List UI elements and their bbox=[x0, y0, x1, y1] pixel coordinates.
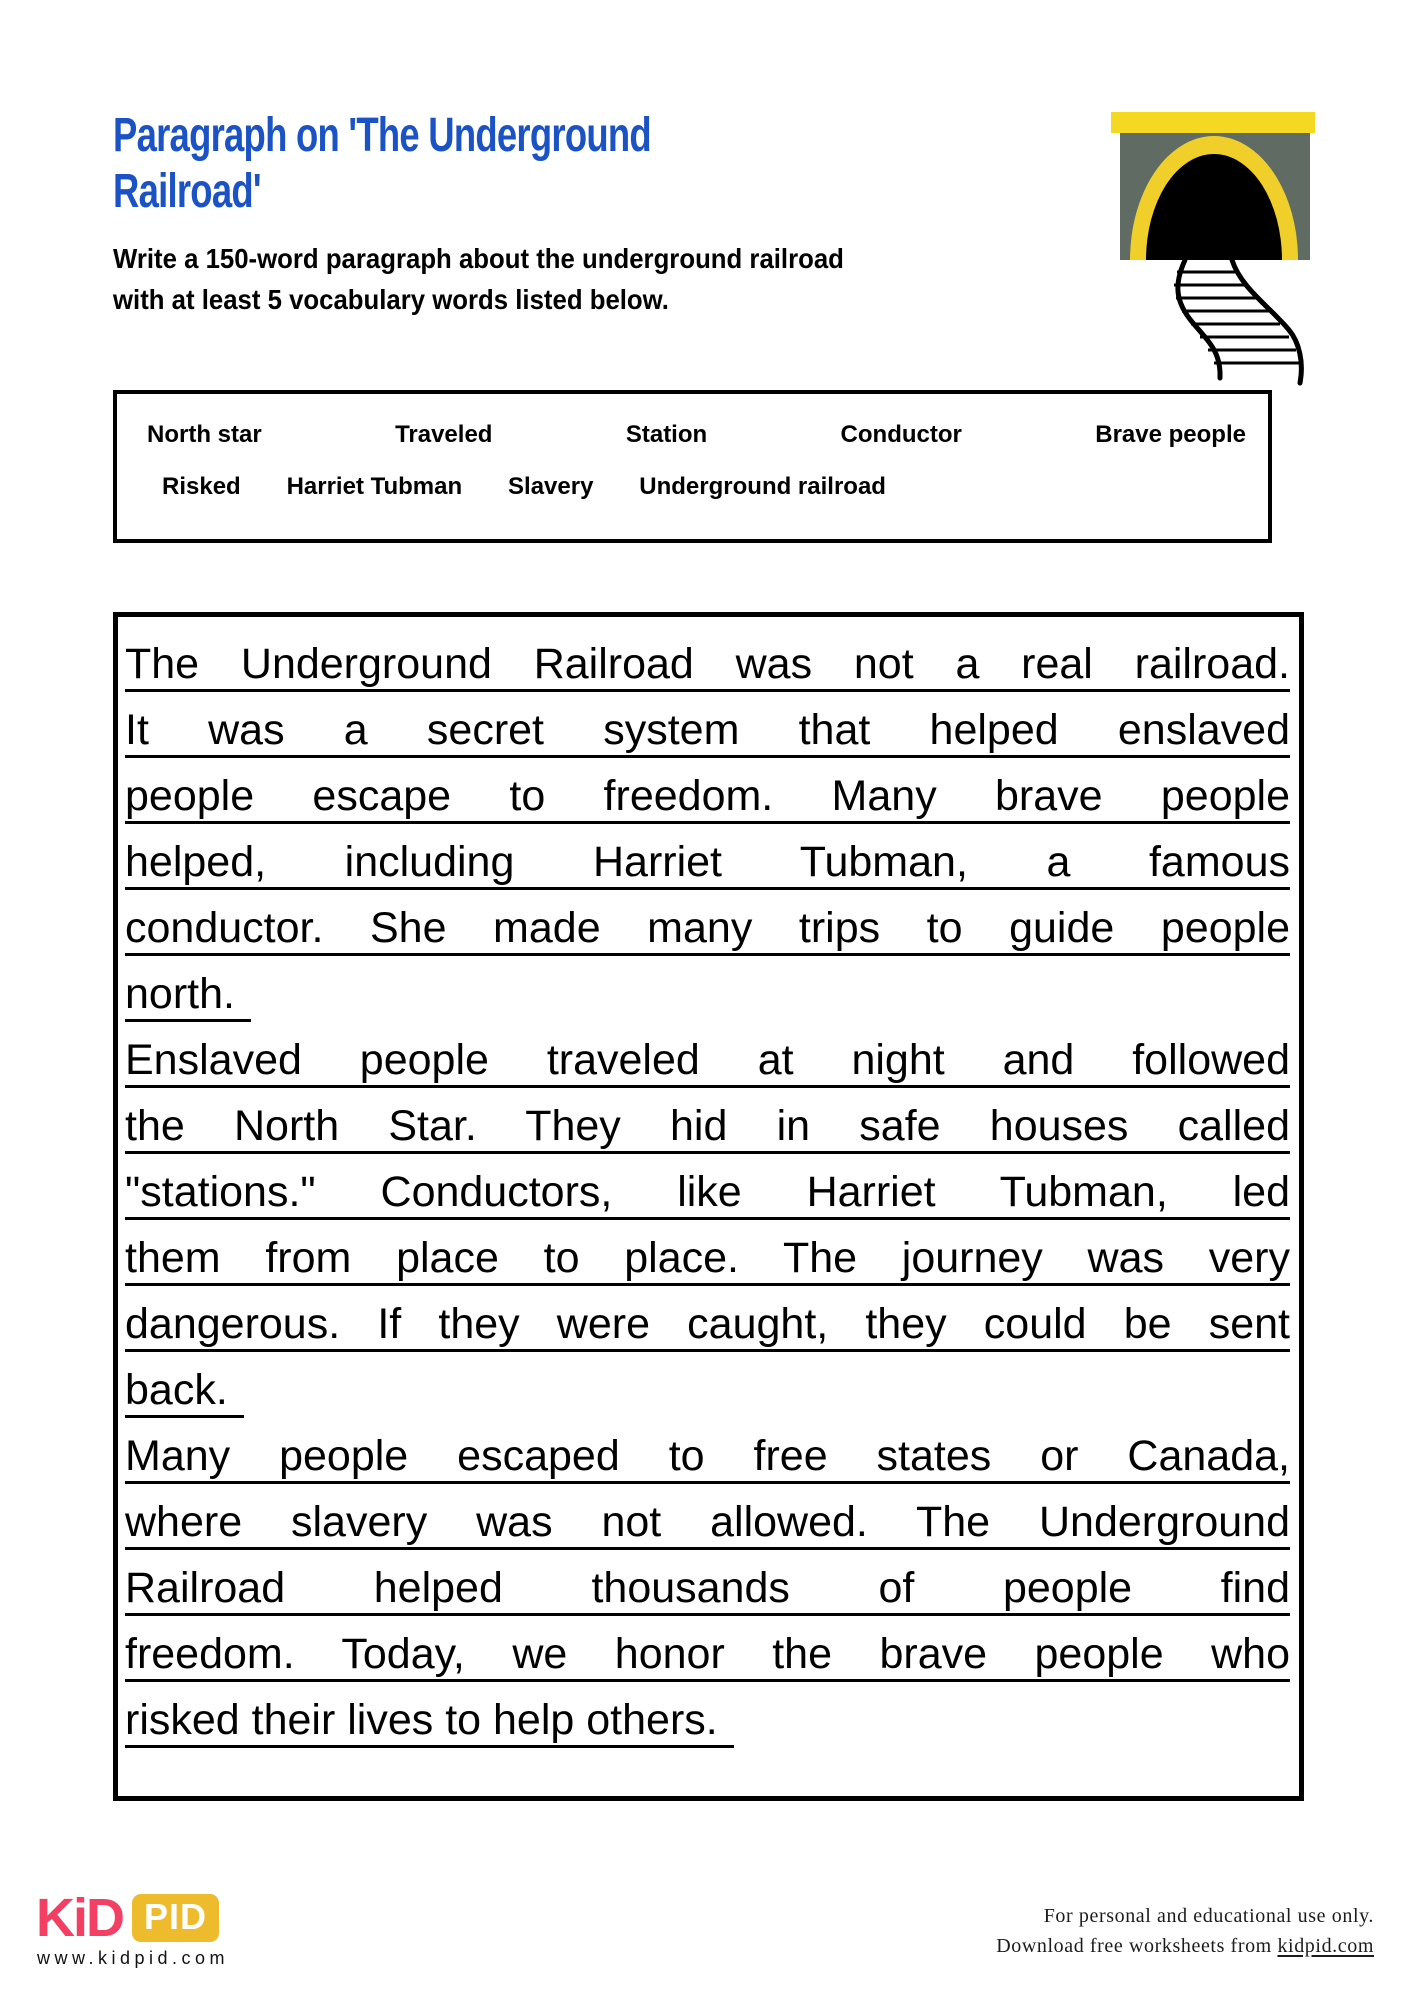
vocab-row-1 bbox=[117, 421, 1268, 449]
vocab-word: North star bbox=[147, 421, 262, 448]
instructions-line1: Write a 150-word paragraph about the underground railroad bbox=[113, 243, 844, 274]
page-title bbox=[113, 108, 651, 220]
paragraph-line: risked their lives to help others. bbox=[125, 1682, 1290, 1748]
vocab-word: Underground railroad bbox=[639, 473, 886, 500]
answer-box bbox=[113, 612, 1304, 1801]
paragraph-line: them from place to place. The journey was very bbox=[125, 1220, 1290, 1286]
logo-kid-text: KiD bbox=[36, 1888, 123, 1948]
paragraph-line: The Underground Railroad was not a real railroad. bbox=[125, 626, 1290, 692]
kidpid-link[interactable]: kidpid.com bbox=[1277, 1935, 1374, 1957]
page-title-line1: Paragraph on 'The Underground bbox=[113, 109, 651, 162]
vocab-word: Harriet Tubman bbox=[286, 473, 463, 500]
paragraph-line: dangerous. If they were caught, they could be sent bbox=[125, 1286, 1290, 1352]
vocab-word: Station bbox=[625, 421, 708, 448]
paragraph-line: back. bbox=[125, 1352, 1290, 1418]
instructions-text bbox=[113, 238, 844, 320]
tunnel-illustration bbox=[1101, 78, 1325, 392]
paragraph-line: people escape to freedom. Many brave people bbox=[125, 758, 1290, 824]
vocabulary-box bbox=[113, 390, 1272, 543]
vocab-word: Traveled bbox=[395, 421, 493, 448]
paragraph-line: helped, including Harriet Tubman, a famous bbox=[125, 824, 1290, 890]
paragraph-line: where slavery was not allowed. The Underground bbox=[125, 1484, 1290, 1550]
paragraph-line: Many people escaped to free states or Canada, bbox=[125, 1418, 1290, 1484]
paragraph-line: conductor. She made many trips to guide people bbox=[125, 890, 1290, 956]
vocab-word: Risked bbox=[162, 473, 241, 500]
usage-note bbox=[996, 1901, 1374, 1961]
usage-note-line1: For personal and educational use only. bbox=[1043, 1905, 1374, 1927]
usage-note-line2 bbox=[996, 1931, 1374, 1961]
page-title-line2: Railroad' bbox=[113, 165, 261, 218]
paragraph-line: north. bbox=[125, 956, 1290, 1022]
instructions-line2: with at least 5 vocabulary words listed below. bbox=[113, 284, 669, 315]
paragraph-line: Enslaved people traveled at night and followed bbox=[125, 1022, 1290, 1088]
website-url: www.kidpid.com bbox=[37, 1948, 230, 1968]
usage-note-line2-prefix: Download free worksheets from bbox=[996, 1935, 1278, 1957]
paragraph-line: Railroad helped thousands of people find bbox=[125, 1550, 1290, 1616]
paragraph-line: It was a secret system that helped enslaved bbox=[125, 692, 1290, 758]
vocab-word: Slavery bbox=[508, 473, 594, 500]
vocab-word: Brave people bbox=[1095, 421, 1246, 448]
paragraph-line: the North Star. They hid in safe houses called bbox=[125, 1088, 1290, 1154]
paragraph-line: "stations." Conductors, like Harriet Tubman, led bbox=[125, 1154, 1290, 1220]
paragraph-line: freedom. Today, we honor the brave people who bbox=[125, 1616, 1290, 1682]
vocab-row-2 bbox=[117, 473, 1268, 501]
paragraph-lines bbox=[125, 626, 1290, 1748]
vocab-word: Conductor bbox=[840, 421, 962, 448]
logo-pid-badge: PID bbox=[132, 1894, 219, 1942]
tunnel-top-bar-icon bbox=[1111, 112, 1315, 133]
railroad-tracks-icon bbox=[1174, 260, 1301, 383]
kidpid-logo bbox=[36, 1888, 219, 1948]
